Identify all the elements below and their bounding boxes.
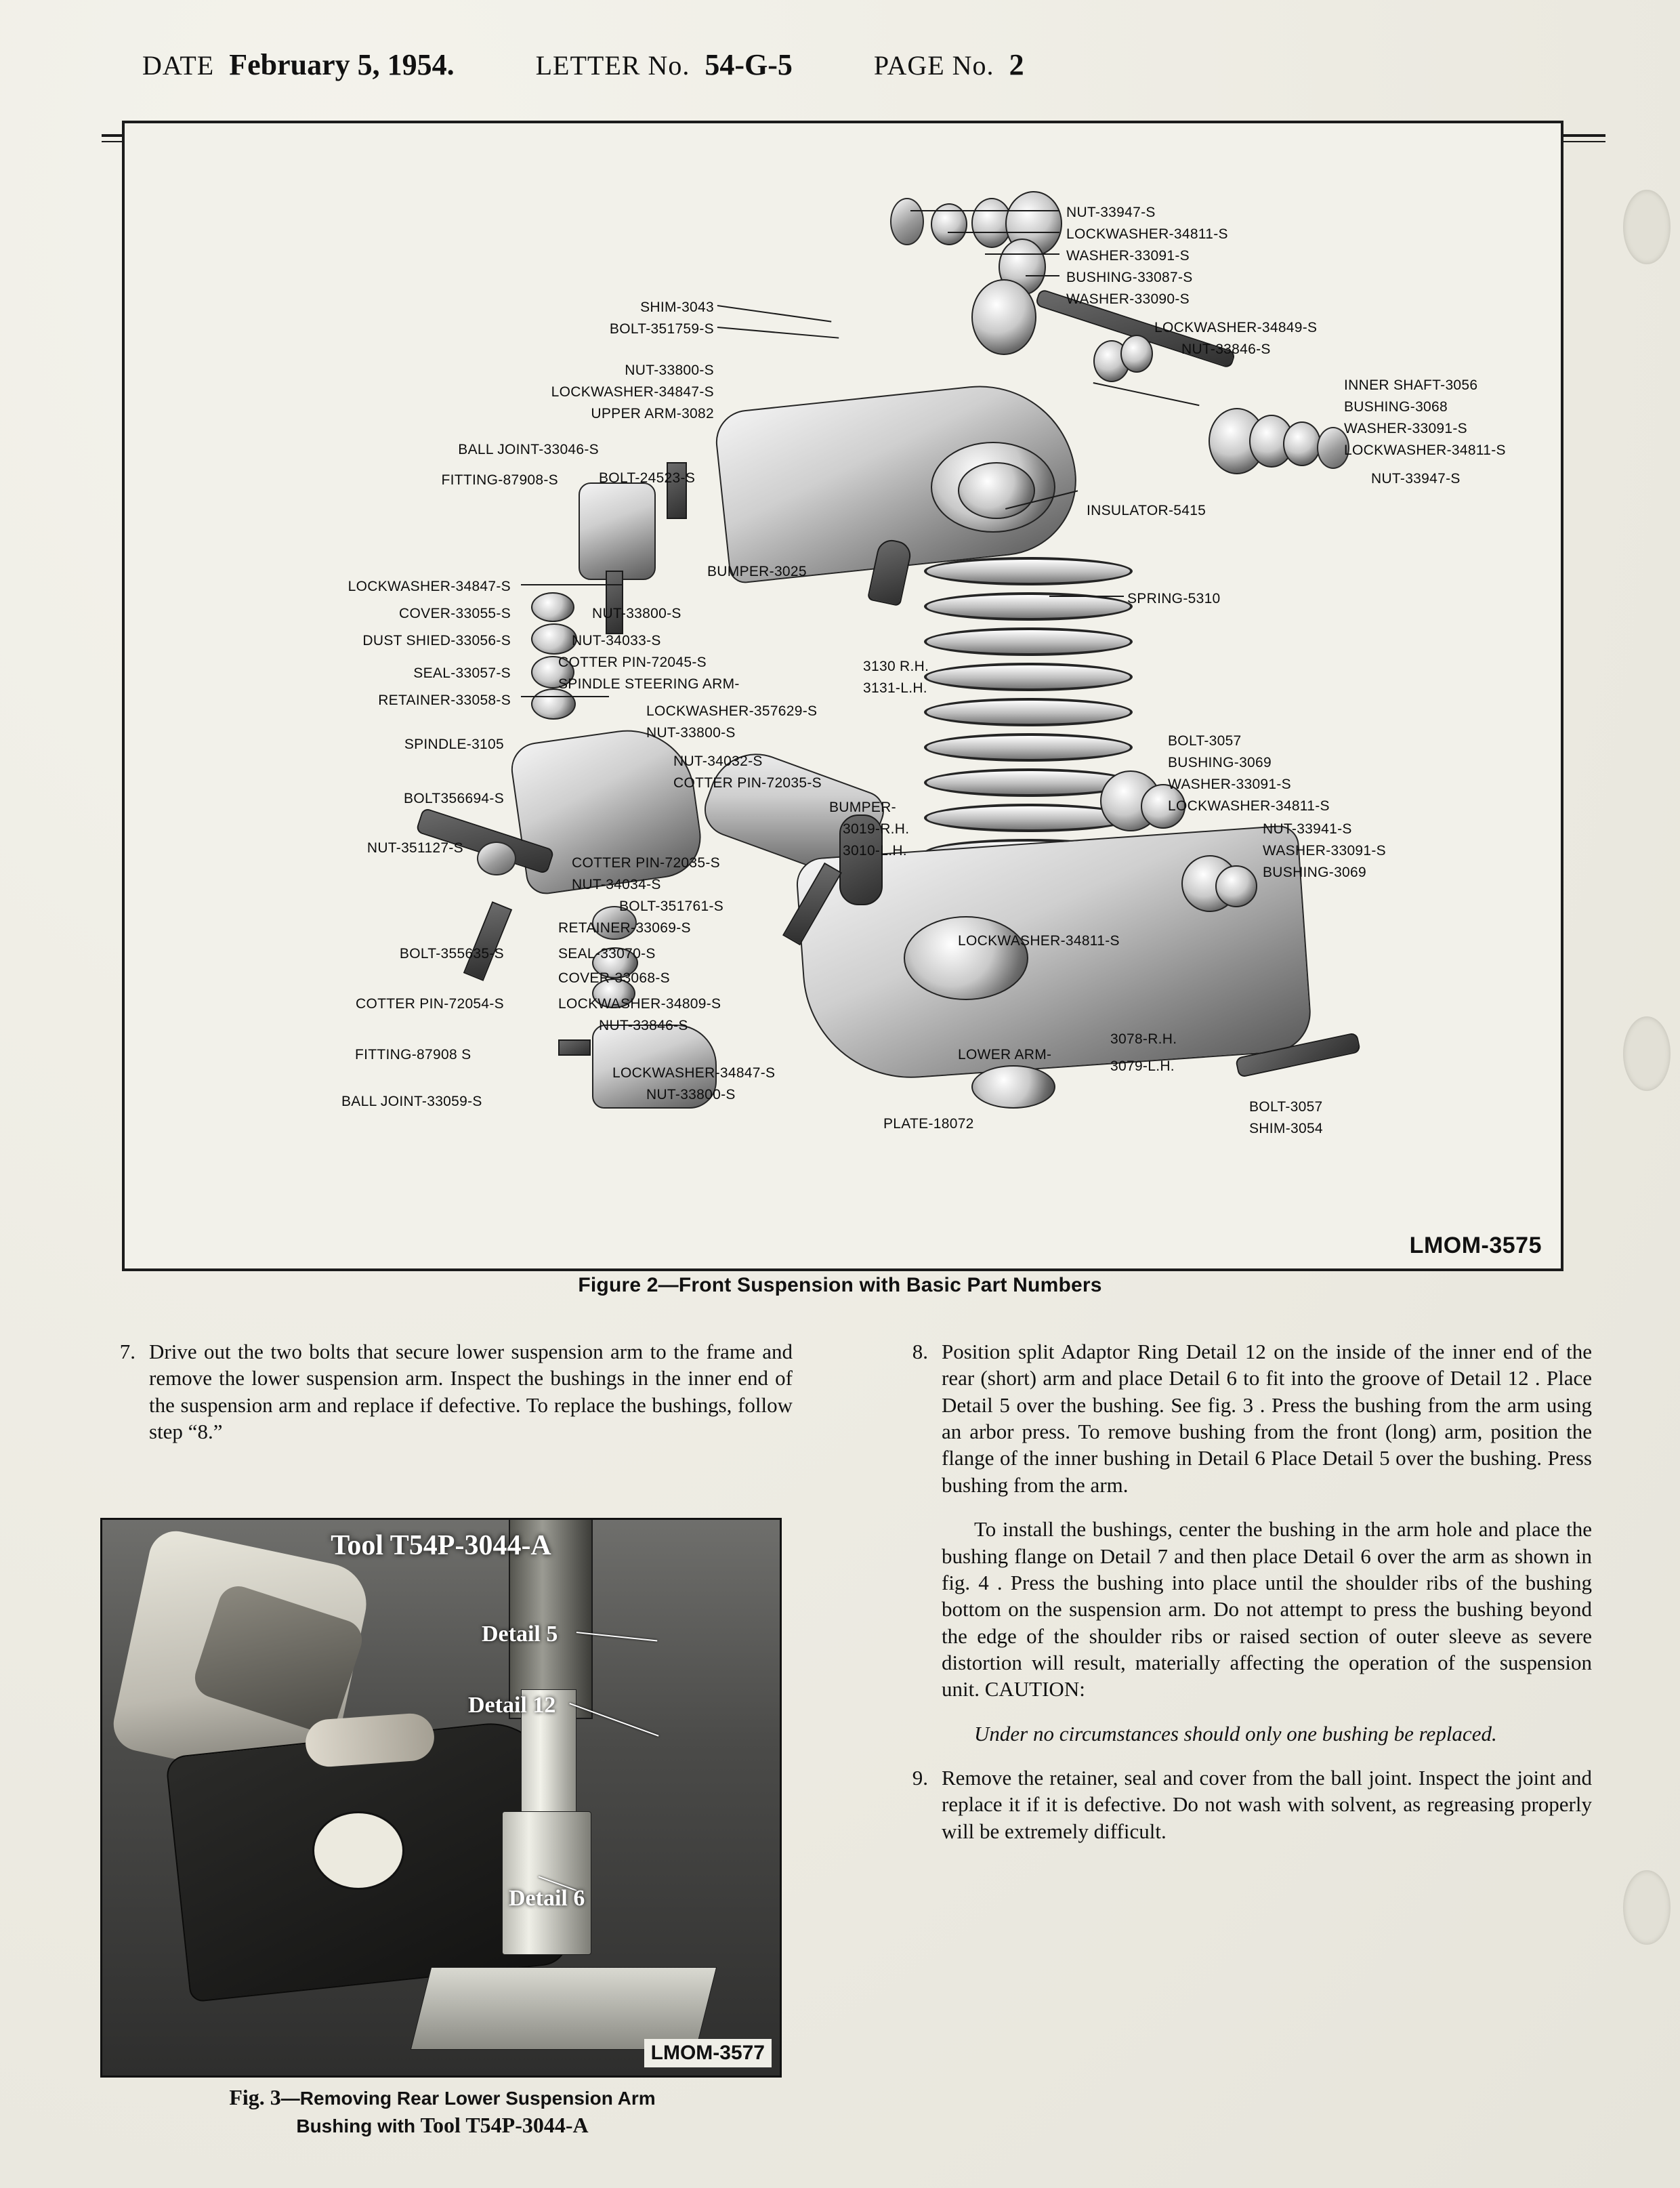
part-callout: NUT-33947-S — [1371, 471, 1461, 487]
part-callout: NUT-34032-S — [673, 754, 763, 769]
leader-line — [910, 210, 1059, 211]
fitting-87908 — [558, 1039, 591, 1056]
page-header — [0, 47, 1680, 102]
figure-2-plate-id: LMOM-3575 — [1409, 1233, 1542, 1258]
part-callout: LOCKWASHER-34847-S — [551, 384, 714, 400]
page-label: PAGE No. — [873, 50, 994, 81]
part-callout: BUMPER-3025 — [707, 564, 807, 579]
leader-line — [985, 253, 1059, 255]
leader-line — [1026, 275, 1059, 276]
part-callout: WASHER-33090-S — [1066, 291, 1190, 307]
photo-tool-title: Tool T54P-3044-A — [331, 1530, 551, 1561]
part-callout: SPINDLE STEERING ARM- — [558, 676, 740, 692]
part-callout: BALL JOINT-33046-S — [458, 442, 599, 457]
inner-shaft-lockwasher — [1120, 335, 1153, 373]
date-value: February 5, 1954. — [229, 48, 455, 81]
part-callout: WASHER-33091-S — [1344, 421, 1467, 436]
part-callout: BUMPER- — [829, 800, 896, 815]
part-callout: 3010-L.H. — [843, 843, 907, 859]
upper-ball-joint-stud — [606, 571, 623, 634]
part-callout: 3078-R.H. — [1110, 1031, 1177, 1047]
part-callout: SPRING-5310 — [1127, 591, 1221, 606]
figure-3-photo — [100, 1518, 782, 2078]
upper-ball-joint — [579, 482, 656, 580]
part-callout: COTTER PIN-72045-S — [558, 655, 707, 670]
photo-arm-hole — [312, 1811, 404, 1890]
part-callout: LOCKWASHER-34811-S — [1344, 442, 1506, 458]
figure-3-caption — [100, 2084, 784, 2139]
part-callout: BUSHING-3069 — [1168, 755, 1272, 770]
part-callout: WASHER-33091-S — [1263, 843, 1386, 859]
lower-arm-spring-seat — [904, 916, 1028, 1000]
part-callout: NUT-34033-S — [572, 633, 661, 648]
part-callout: WASHER-33091-S — [1066, 248, 1190, 264]
part-callout: INSULATOR-5415 — [1087, 503, 1206, 518]
photo-label-detail-5: Detail 5 — [482, 1622, 558, 1647]
part-callout: NUT-33800-S — [646, 1087, 736, 1102]
part-callout: 3131-L.H. — [863, 680, 927, 696]
insulator-5415 — [958, 462, 1035, 519]
leader-line — [1049, 596, 1124, 597]
part-callout: UPPER ARM-3082 — [591, 406, 714, 421]
photo-press-base — [411, 1967, 717, 2050]
part-callout: NUT-33947-S — [1066, 205, 1156, 220]
retainer-33058 — [531, 688, 576, 720]
step-8 — [887, 1338, 1592, 1498]
part-callout: COVER-33068-S — [558, 970, 670, 986]
bolt-356694 — [463, 901, 512, 981]
part-callout: NUT-33846-S — [599, 1018, 688, 1033]
figure-3-caption-line2a: Bushing with — [296, 2115, 416, 2137]
part-callout: NUT-33800-S — [592, 606, 681, 621]
punch-hole-top — [1623, 190, 1671, 264]
part-callout: FITTING-87908 S — [355, 1047, 471, 1062]
part-callout: NUT-33941-S — [1263, 821, 1352, 837]
part-callout: FITTING-87908-S — [441, 472, 558, 488]
photo-label-detail-6: Detail 6 — [509, 1886, 585, 1911]
part-callout: SEAL-33057-S — [413, 665, 511, 681]
part-callout: NUT-33846-S — [1181, 342, 1271, 357]
figure-2-exploded-diagram — [122, 121, 1563, 1271]
dust-shield-33056 — [531, 623, 577, 655]
caution-text: Under no circumstances should only one bushing be replaced. — [974, 1721, 1497, 1746]
part-callout: COVER-33055-S — [399, 606, 511, 621]
part-callout: LOCKWASHER-357629-S — [646, 703, 818, 719]
leader-line — [948, 232, 1059, 233]
part-callout: SPINDLE-3105 — [404, 737, 504, 752]
leader-line — [521, 584, 623, 585]
part-callout: 3079-L.H. — [1110, 1058, 1175, 1074]
letter-value: 54-G-5 — [705, 48, 793, 81]
part-callout: BOLT356694-S — [404, 791, 504, 806]
photo-leader-line — [569, 1703, 658, 1737]
figure-3-caption-bold: —Removing Rear Lower Suspension Arm — [280, 2088, 656, 2109]
part-callout: BOLT-24523-S — [599, 470, 696, 486]
part-callout: BUSHING-33087-S — [1066, 270, 1193, 285]
part-callout: RETAINER-33058-S — [378, 693, 511, 708]
part-callout: LOCKWASHER-34809-S — [558, 996, 721, 1012]
part-callout: BALL JOINT-33059-S — [341, 1094, 482, 1109]
part-callout: SEAL-33070-S — [558, 946, 656, 962]
inner-shaft-bushing — [971, 279, 1036, 355]
part-callout: BOLT-351761-S — [619, 899, 724, 914]
part-callout: LOCKWASHER-34811-S — [1168, 798, 1330, 814]
figure-2-caption: Figure 2—Front Suspension with Basic Part Numbers — [578, 1274, 1102, 1296]
body-column-right — [887, 1338, 1592, 1862]
leader-line — [521, 696, 609, 697]
step-8-text: Position split Adaptor Ring Detail 12 on the inside of the inner end of the rear (short) arm and place Detail 6 to fit into the groove of Detail 12 . Place Detail 5 over the bushing. See fig. 3 . Press the bushing from the arm using an arbor press. To remove bushing from the front (long) arm, position the flange of the inner bushing in Detail 6 Place Detail 5 over the bushing. Press bushing from the arm. — [942, 1340, 1592, 1497]
washer-33091-rear — [1215, 865, 1257, 907]
part-callout: BOLT-351759-S — [609, 321, 714, 337]
plate-18072 — [971, 1065, 1055, 1109]
part-callout: LOCKWASHER-34811-S — [958, 933, 1120, 949]
part-callout: PLATE-18072 — [883, 1116, 974, 1132]
part-callout: BOLT-355635-S — [399, 946, 504, 962]
part-callout: NUT-33800-S — [625, 363, 714, 378]
caution-note — [887, 1720, 1592, 1747]
part-callout: 3019-R.H. — [843, 821, 910, 837]
step-9-text: Remove the retainer, seal and cover from the ball joint. Inspect the joint and replace it if it is defective. Do not wash with solvent, as regreasing properly will be extremely difficult. — [942, 1766, 1592, 1843]
part-callout: LOCKWASHER-34849-S — [1154, 320, 1318, 335]
part-callout: BOLT-3057 — [1249, 1099, 1323, 1115]
part-callout: COTTER PIN-72035-S — [572, 855, 720, 871]
part-callout: COTTER PIN-72035-S — [673, 775, 822, 791]
figure-3-plate-id: LMOM-3577 — [644, 2039, 772, 2067]
part-callout: 3130 R.H. — [863, 659, 929, 674]
step-8-continued-text: To install the bushings, center the bushing in the arm hole and place the bushing flange on Detail 7 and then place Detail 6 over the arm as shown in fig. 4 . Press the bushing into place until the shoulder ribs of the bushing bottom on the suspension arm. Do not attempt to press the bushing beyond the edge of the shoulder ribs or raised section of outer sleeve as severe distortion will result, materially affecting the operation of the suspension unit. CAUTION: — [942, 1517, 1592, 1701]
part-callout: DUST SHIED-33056-S — [362, 633, 511, 648]
leader-line — [717, 305, 832, 323]
part-callout: NUT-351127-S — [366, 840, 463, 856]
part-callout: NUT-33800-S — [646, 725, 736, 741]
part-callout: INNER SHAFT-3056 — [1344, 377, 1478, 393]
photo-finger — [304, 1712, 436, 1768]
figure-3-caption-line2b: Tool T54P-3044-A — [420, 2112, 589, 2137]
step-9 — [887, 1764, 1592, 1844]
step-7-number: 7. — [119, 1340, 135, 1363]
step-9-number: 9. — [912, 1766, 928, 1790]
photo-detail-6-sleeve — [502, 1811, 591, 1955]
part-callout: NUT-34034-S — [572, 877, 661, 892]
body-column-left — [95, 1338, 793, 1462]
part-callout: LOCKWASHER-34847-S — [612, 1065, 776, 1081]
part-callout: LOCKWASHER-34847-S — [348, 579, 511, 594]
part-callout: RETAINER-33069-S — [558, 920, 691, 936]
part-callout: WASHER-33091-S — [1168, 777, 1291, 792]
upper-arm-nut — [890, 198, 924, 245]
part-callout: COTTER PIN-72054-S — [356, 996, 504, 1012]
step-7-text: Drive out the two bolts that secure lower suspension arm to the frame and remove the lower suspension arm. Inspect the bushings in the inner end of the suspension arm and replace if defective. To replace the bushings, follow step “8.” — [149, 1340, 793, 1444]
inner-shaft-lockwasher-right — [1283, 421, 1321, 466]
part-callout: BOLT-3057 — [1168, 733, 1242, 749]
punch-hole-middle — [1623, 1016, 1671, 1091]
punch-hole-bottom — [1623, 1870, 1671, 1945]
figure-3-caption-fig: Fig. 3 — [229, 2085, 281, 2109]
step-8-number: 8. — [912, 1340, 928, 1363]
page-value: 2 — [1009, 48, 1024, 81]
step-8-continued — [887, 1516, 1592, 1703]
date-label: DATE — [142, 50, 215, 81]
photo-label-detail-12: Detail 12 — [468, 1693, 556, 1718]
part-callout: LOCKWASHER-34811-S — [1066, 226, 1228, 242]
step-7 — [95, 1338, 793, 1445]
leader-line — [1093, 382, 1200, 406]
letter-label: LETTER No. — [535, 50, 690, 81]
part-callout: BUSHING-3068 — [1344, 399, 1448, 415]
part-callout: LOWER ARM- — [958, 1047, 1052, 1062]
part-callout: SHIM-3054 — [1249, 1121, 1323, 1136]
leader-line — [717, 327, 839, 339]
part-callout: SHIM-3043 — [640, 300, 714, 315]
cover-33055 — [531, 592, 574, 622]
part-callout: BUSHING-3069 — [1263, 865, 1366, 880]
nut-351127 — [477, 842, 516, 875]
